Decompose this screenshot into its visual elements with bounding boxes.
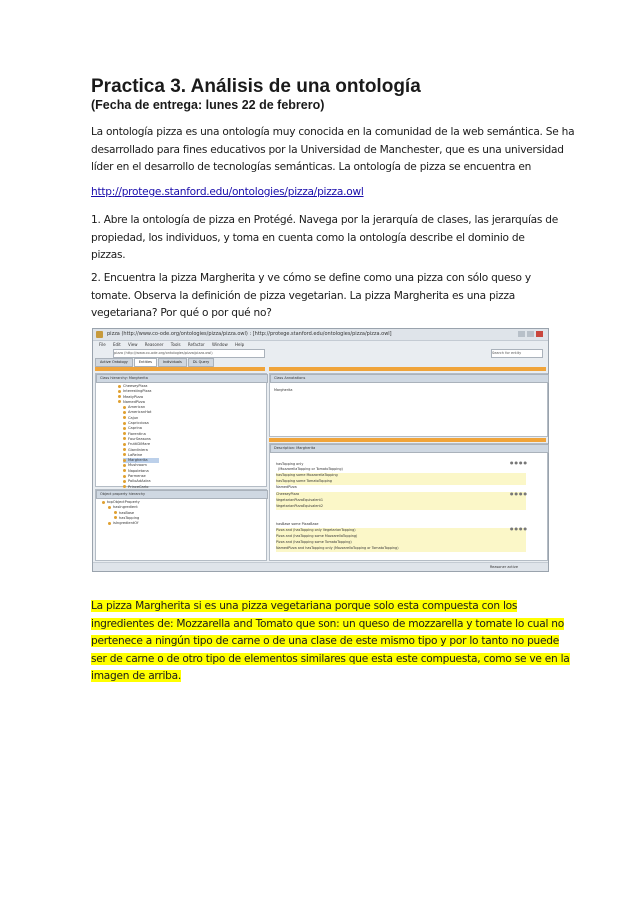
tab-entities[interactable]: Entities	[134, 358, 157, 367]
tree-node[interactable]: PolloAdAstra	[123, 479, 159, 484]
property-hierarchy-header: Object property hierarchy	[96, 490, 268, 499]
annotations-accent-bar	[269, 367, 546, 371]
tree-node[interactable]: Cajun	[123, 416, 159, 421]
annotations-pane	[269, 373, 548, 437]
equivalent-row: NamedPizza	[276, 485, 297, 489]
tree-node[interactable]: PrinceCarlo	[123, 485, 159, 490]
page-title: Practica 3. Análisis de una ontología	[91, 76, 421, 97]
tab-individuals[interactable]: Individuals	[158, 358, 187, 367]
property-tree	[102, 500, 140, 526]
member-row: VegetarianPizzaEquivalent1	[276, 498, 526, 504]
menu-file[interactable]: File	[99, 342, 106, 347]
main-tabs	[95, 358, 215, 365]
answer-line: imagen de arriba.	[91, 670, 181, 682]
question-2-line: vegetariana? Por qué o por qué no?	[91, 307, 272, 319]
window-title: pizza (http://www.co-ode.org/ontologies/pizza/pizza.owl) : [http://protege.stanford.edu/ontologies/pizza/pizza.owl]	[107, 331, 392, 337]
tree-node[interactable]: Caprina	[123, 426, 159, 431]
answer-line: La pizza Margherita si es una pizza vegetariana porque solo esta compuesta con los	[91, 600, 518, 612]
intro-line: La ontología pizza es una ontología muy conocida en la comunidad de la web semántica. Se ha	[91, 126, 575, 138]
class-tree	[118, 384, 159, 495]
tree-node[interactable]: Capricciosa	[123, 421, 159, 426]
question-1-line: pizzas.	[91, 249, 126, 261]
menu-tools[interactable]: Tools	[170, 342, 181, 347]
tab-dl-query[interactable]: DL Query	[188, 358, 214, 367]
member-row: VegetarianPizzaEquivalent2	[276, 504, 526, 510]
menu-help[interactable]: Help	[235, 342, 245, 347]
annotations-header: Class Annotations	[270, 374, 549, 383]
row-action-icons[interactable]: ●●●●	[510, 460, 528, 465]
question-1-line: propiedad, los individuos, y toma en cuenta como la ontología describe el dominio de	[91, 231, 525, 244]
tree-node[interactable]: Parmense	[123, 474, 159, 479]
intro-line: líder en el desarrollo de tecnologías semánticas. La ontología de pizza se encuentra en	[91, 161, 532, 173]
maximize-icon[interactable]	[527, 331, 534, 337]
tree-node[interactable]: CheeseyPizza	[118, 384, 159, 389]
equivalent-row: hasTopping some MozzarellaTopping	[276, 473, 526, 479]
tree-node[interactable]: MeatyPizza	[118, 395, 159, 400]
inherited-row: Pizza and (hasTopping only VegetarianTopping)	[276, 528, 526, 534]
tree-node[interactable]: LaReine	[123, 453, 159, 458]
property-hierarchy-pane	[95, 489, 267, 561]
answer-line: ingredientes de: Mozzarella and Tomato que son: un queso de mozzarella y tomate lo cual no	[91, 617, 564, 630]
tree-node[interactable]: FruttiDiMare	[123, 442, 159, 447]
question-1-line: 1. Abre la ontología de pizza en Protégé. Navega por la jerarquía de clases, las jerarquías de	[91, 214, 559, 226]
protege-app-icon	[96, 331, 103, 338]
property-node[interactable]: hasBase	[114, 511, 140, 516]
menu-window[interactable]: Window	[211, 342, 228, 347]
tree-node[interactable]: Napoletana	[123, 469, 159, 474]
question-2	[91, 270, 551, 323]
search-input[interactable]: Search for entity	[491, 349, 543, 358]
menu-bar	[93, 341, 548, 348]
protege-screenshot	[92, 328, 549, 572]
equivalent-row: hasTopping only	[276, 462, 304, 466]
tree-node[interactable]: Mushroom	[123, 463, 159, 468]
intro-paragraph	[91, 124, 575, 177]
description-header: Description: Margherita	[270, 444, 549, 453]
menu-edit[interactable]: Edit	[112, 342, 121, 347]
inherited-row: NamedPizza and hasTopping only (MozzarellaTopping or TomatoTopping)	[276, 546, 526, 552]
status-bar	[93, 562, 548, 571]
property-node[interactable]: hasIngredient	[108, 505, 140, 510]
answer-line: pertenece a ningún tipo de carne o de una clase de este mismo tipo y por lo tanto no puede	[91, 635, 560, 647]
window-titlebar	[93, 329, 548, 341]
tree-node[interactable]: Giardiniera	[123, 448, 159, 453]
property-node[interactable]: isIngredientOf	[108, 521, 140, 526]
inherited-row: Pizza and (hasTopping some TomatoTopping)	[276, 540, 526, 546]
class-hierarchy-pane	[95, 373, 267, 487]
property-node[interactable]: hasTopping	[114, 516, 140, 521]
question-2-line: 2. Encuentra la pizza Margherita y ve cómo se define como una pizza con sólo queso y	[91, 272, 531, 284]
inherited-row: Pizza and (hasTopping some MozzarellaTopping)	[276, 534, 526, 540]
minimize-icon[interactable]	[518, 331, 525, 337]
tree-node[interactable]: FourSeasons	[123, 437, 159, 442]
member-row: CheeseyPizza	[276, 492, 526, 498]
property-node[interactable]: topObjectProperty	[102, 500, 140, 505]
answer-paragraph	[91, 598, 570, 686]
intro-line: desarrollado para fines educativos por la Universidad de Manchester, que es una universidad	[91, 143, 564, 156]
row-action-icons[interactable]: ●●●●	[510, 526, 528, 531]
menu-view[interactable]: View	[128, 342, 138, 347]
menu-refactor[interactable]: Refactor	[187, 342, 205, 347]
description-pane	[269, 443, 548, 561]
reasoner-status: Reasoner active	[489, 565, 518, 569]
tabs-accent-bar	[95, 367, 265, 371]
tree-node[interactable]: InterestingPizza	[118, 389, 159, 394]
description-accent-bar	[269, 438, 546, 442]
close-icon[interactable]	[536, 331, 543, 337]
menu-reasoner[interactable]: Reasoner	[144, 342, 164, 347]
class-hierarchy-header: Class hierarchy: Margherita	[96, 374, 268, 383]
page-subtitle: (Fecha de entrega: lunes 22 de febrero)	[91, 98, 325, 112]
tree-node[interactable]: American	[123, 405, 159, 410]
row-action-icons[interactable]: ●●●●	[510, 491, 528, 496]
tree-node[interactable]: NamedPizza	[118, 400, 159, 405]
annotation-value: Margherita	[274, 388, 293, 392]
question-1	[91, 212, 559, 265]
ontology-address-field[interactable]: pizza (http://www.co-ode.org/ontologies/pizza/pizza.owl)	[113, 349, 265, 358]
equivalent-row: (MozzarellaTopping or TomatoTopping)	[278, 467, 343, 471]
ontology-link[interactable]: http://protege.stanford.edu/ontologies/pizza/pizza.owl	[91, 186, 364, 198]
tab-active-ontology[interactable]: Active Ontology	[95, 358, 133, 367]
answer-line: ser de carne o de otro tipo de elementos similares que esta este compuesta, como se ve en la	[91, 652, 570, 665]
tree-node-selected[interactable]: Margherita	[123, 458, 159, 463]
equivalent-row: hasTopping some TomatoTopping	[276, 479, 526, 485]
tree-node[interactable]: Fiorentina	[123, 432, 159, 437]
question-2-line: tomate. Observa la definición de pizza vegetarian. La pizza Margherita es una pizza	[91, 289, 516, 302]
link-paragraph	[91, 184, 551, 202]
tree-node[interactable]: AmericanHot	[123, 410, 159, 415]
inherited-row: hasBase some PizzaBase	[276, 522, 319, 526]
